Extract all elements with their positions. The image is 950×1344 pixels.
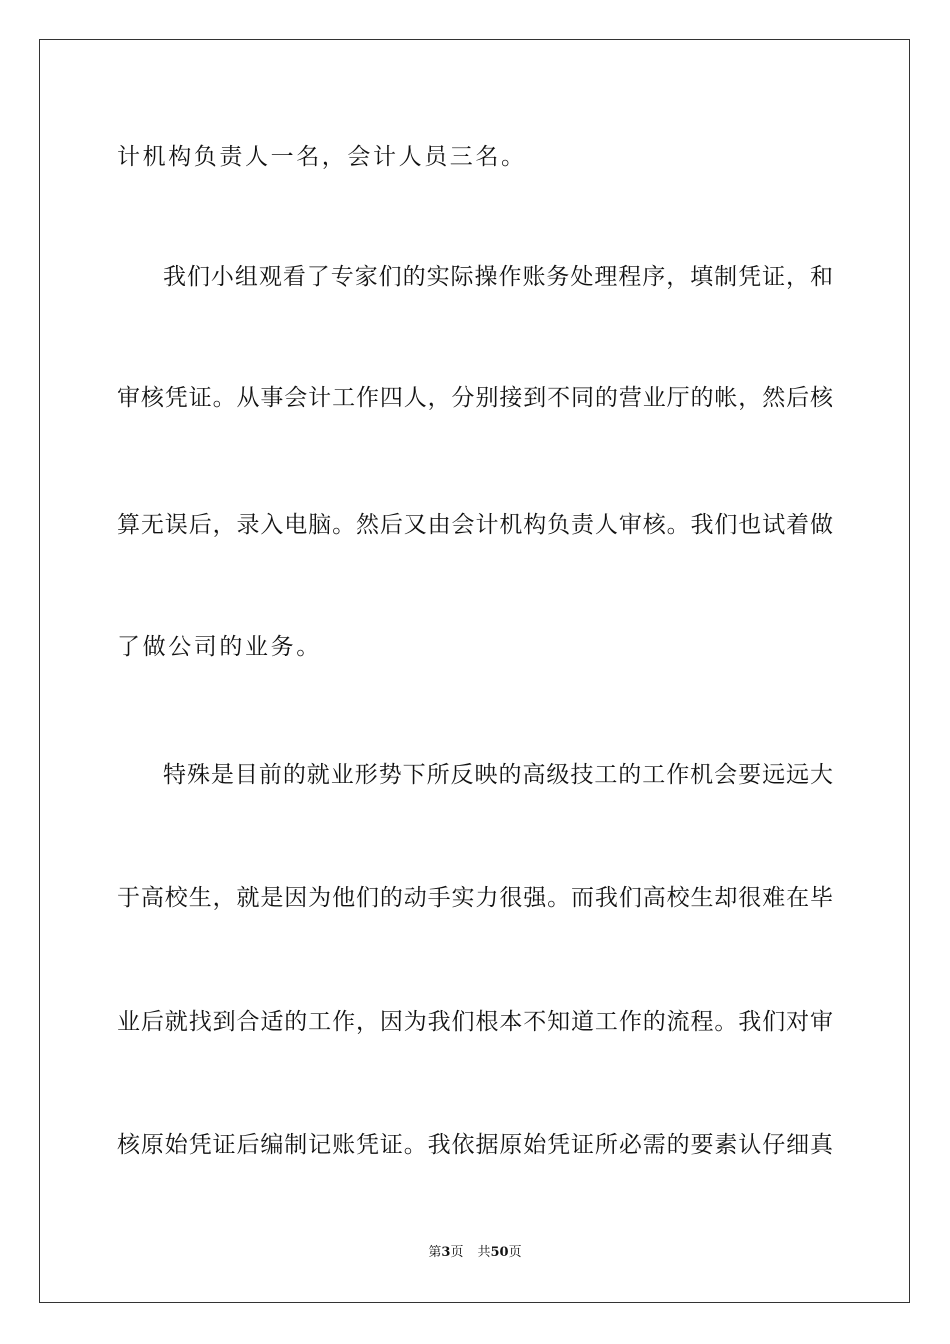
page-footer <box>0 1245 950 1261</box>
footer-page-prefix: 第 <box>428 1245 442 1260</box>
text-line-2: 我们小组观看了专家们的实际操作账务处理程序，填制凭证，和 <box>163 264 833 290</box>
text-line-1: 计机构负责人一名，会计人员三名。 <box>117 144 527 170</box>
footer-total-pages: 50 <box>490 1245 509 1260</box>
text-line-6: 特殊是目前的就业形势下所反映的高级技工的工作机会要远远大 <box>163 762 833 788</box>
text-line-5: 了做公司的业务。 <box>117 634 322 660</box>
text-line-8: 业后就找到合适的工作，因为我们根本不知道工作的流程。我们对审 <box>117 1009 833 1035</box>
footer-total-prefix: 共 <box>477 1245 491 1260</box>
footer-page-suffix: 页 <box>450 1245 464 1260</box>
footer-page-number: 3 <box>441 1245 451 1260</box>
page-border <box>39 39 910 1303</box>
text-line-4: 算无误后，录入电脑。然后又由会计机构负责人审核。我们也试着做 <box>117 512 833 538</box>
text-line-3: 审核凭证。从事会计工作四人，分别接到不同的营业厅的帐，然后核 <box>117 385 833 411</box>
text-line-7: 于高校生，就是因为他们的动手实力很强。而我们高校生却很难在毕 <box>117 885 833 911</box>
footer-total-suffix: 页 <box>508 1245 522 1260</box>
text-line-9: 核原始凭证后编制记账凭证。我依据原始凭证所必需的要素认仔细真 <box>117 1132 833 1158</box>
